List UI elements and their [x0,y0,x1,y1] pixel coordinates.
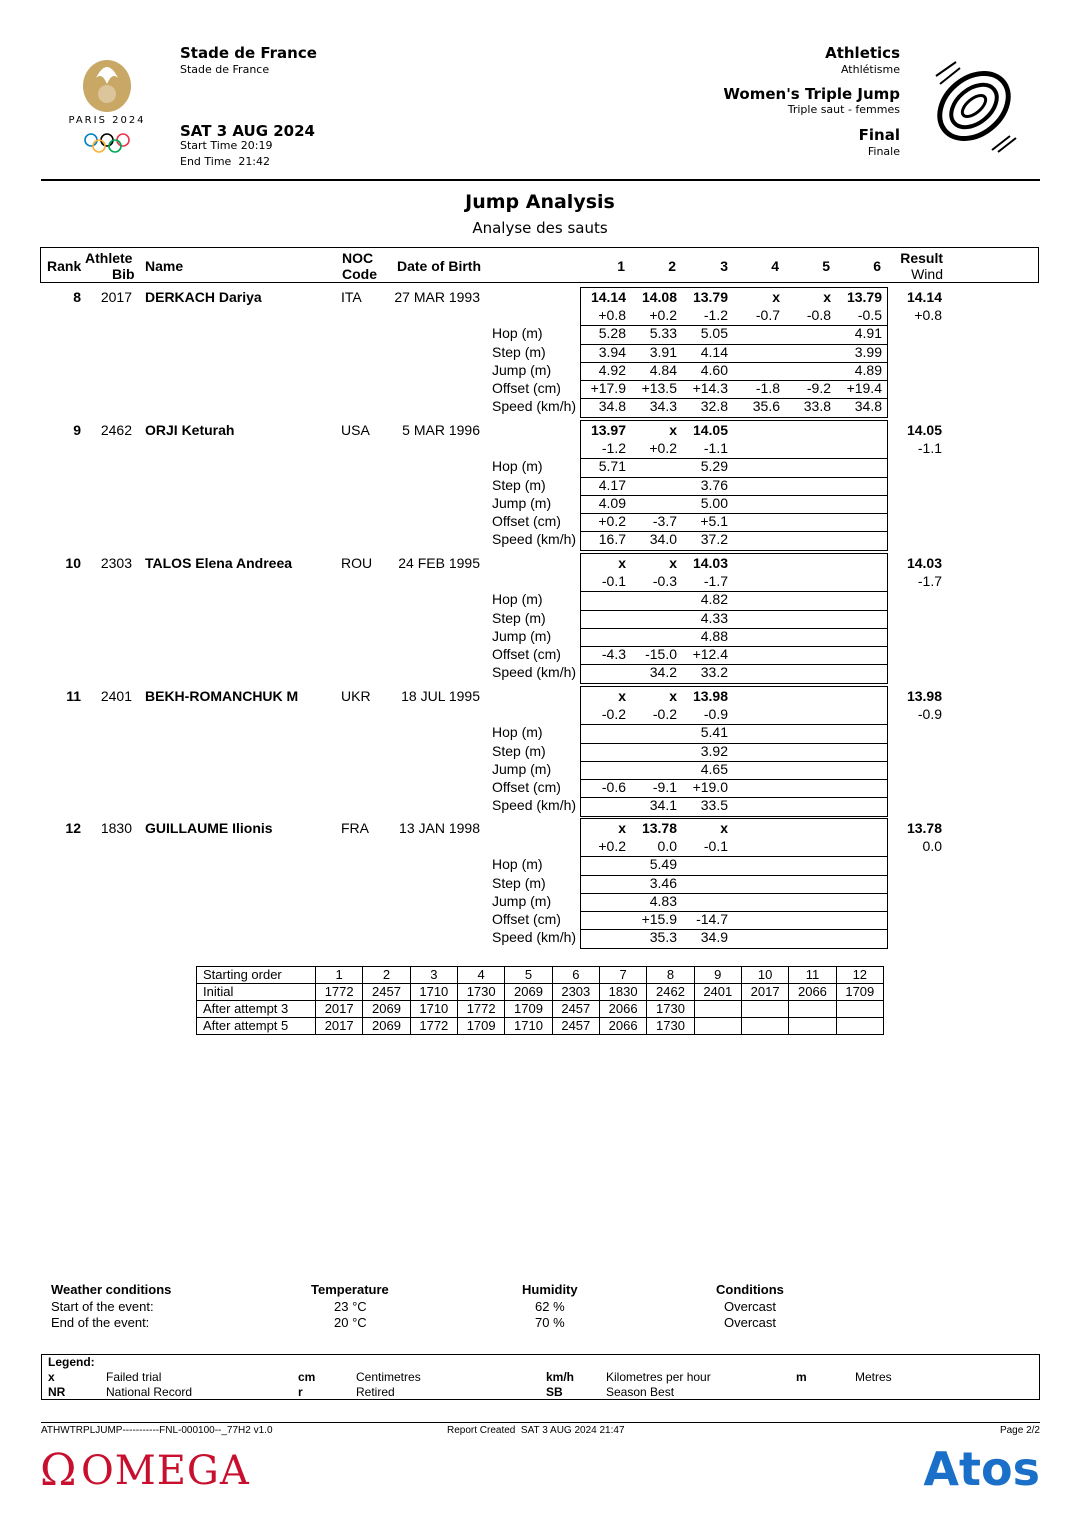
humidity-heading: Humidity [522,1282,578,1297]
athlete-result: 14.14 [906,289,942,305]
report-created: Report Created SAT 3 AUG 2024 21:47 [447,1425,625,1436]
header-rule [41,179,1040,181]
humidity-end: 70 % [535,1315,565,1330]
cell-offset: -14.7 [696,911,728,927]
legend-title: Legend: [48,1355,95,1369]
starting-order-bib: 2069 [363,1001,410,1018]
grid-line [581,495,887,496]
starting-order-bib: 1772 [457,1001,504,1018]
measure-label: Offset (cm) [492,779,561,795]
starting-order-row [197,984,884,1001]
athlete-bib: 2017 [100,289,132,305]
cell-offset: +19.4 [846,380,882,396]
measure-label: Offset (cm) [492,380,561,396]
sport: Athletics [825,44,900,62]
starting-order-bib: 2457 [552,1001,599,1018]
athletics-track-icon [926,58,1022,154]
measure-label: Jump (m) [492,892,552,909]
cell-marks: 13.78 [641,820,677,836]
cell-jump: 4.88 [700,627,728,644]
cell-marks: x [772,289,780,305]
weather-heading: Weather conditions [51,1282,172,1297]
cell-wind: +0.2 [649,440,677,457]
cell-marks: 13.79 [846,289,882,305]
athlete-name: TALOS Elena Andreea [145,555,293,571]
conditions-start: Overcast [724,1299,777,1314]
cell-hop: 4.82 [700,591,728,608]
athlete-dob: 18 JUL 1995 [401,688,480,704]
cell-offset: -4.3 [601,646,626,662]
starting-order-bib [789,1018,836,1035]
cell-wind: -0.5 [857,307,882,324]
athlete-dob: 27 MAR 1993 [394,289,480,305]
measure-label: Speed (km/h) [492,797,577,814]
grid-line [581,628,887,629]
sport-fr: Athlétisme [840,63,900,76]
measure-label: Hop (m) [492,458,543,475]
legend-key: x [48,1370,55,1384]
cell-speed: 33.5 [700,797,728,814]
col-rank: Rank [47,258,82,274]
cell-step: 4.17 [598,476,626,493]
athletics-pictogram [926,58,1022,154]
so-pos: 5 [505,967,552,984]
measure-label: Hop (m) [492,325,543,342]
cell-marks: 14.03 [692,555,728,571]
legend-value: Metres [855,1370,892,1384]
so-pos: 6 [552,967,599,984]
footer-rule [41,1422,1040,1423]
starting-order-row [197,1018,884,1035]
measure-label: Hop (m) [492,856,543,873]
col-result: Result [900,250,943,266]
cell-jump: 4.84 [649,361,677,378]
cell-marks: 14.08 [641,289,677,305]
legend-value: Kilometres per hour [606,1370,711,1384]
cell-hop: 5.28 [598,325,626,342]
col-noc: NOC [342,250,374,266]
starting-order-bib: 2066 [599,1001,646,1018]
athlete-noc: UKR [341,688,371,704]
legend-key: r [298,1385,303,1399]
cell-hop: 5.33 [649,325,677,342]
cell-wind: +0.2 [649,307,677,324]
cell-speed: 33.2 [700,664,728,681]
cell-offset: -3.7 [652,513,677,529]
starting-order-bib [694,1018,741,1035]
athlete-noc: ROU [341,555,373,571]
starting-order-table [196,966,884,1035]
athlete-bib: 2303 [100,555,132,571]
legend-value: Retired [356,1385,395,1399]
cell-marks: x [669,422,677,438]
measure-label: Speed (km/h) [492,929,577,946]
cell-offset: -0.6 [601,779,626,795]
cell-wind: -0.2 [601,706,626,723]
cell-marks: 13.98 [692,688,728,704]
grid-line [581,724,887,725]
cell-marks: 14.14 [590,289,626,305]
cell-marks: 13.97 [590,422,626,438]
measure-label: Jump (m) [492,760,552,777]
col-wind: Wind [911,266,943,282]
cell-wind: -1.2 [703,307,728,324]
athlete-name: GUILLAUME Ilionis [145,820,273,836]
starting-order-bib: 1709 [836,984,883,1001]
starting-order-bib: 1710 [410,1001,457,1018]
cell-offset: +14.3 [692,380,728,396]
cell-offset: -1.8 [755,380,780,396]
report-code: ATHWTRPLJUMP-----------FNL-000100--_77H2 v1.0 [41,1425,273,1436]
cell-marks: x [720,820,728,836]
cell-step: 4.33 [700,609,728,626]
athlete-block [0,688,1080,818]
starting-order-bib: 2017 [316,1001,363,1018]
cell-wind: -1.2 [601,440,626,457]
starting-order-bib: 2069 [505,984,552,1001]
cell-hop: 5.71 [598,458,626,475]
so-pos: 11 [789,967,836,984]
so-pos: 2 [363,967,410,984]
athlete-dob: 5 MAR 1996 [402,422,480,438]
legend-value: Centimetres [356,1370,421,1384]
so-pos: 1 [316,967,363,984]
weather-start-label: Start of the event: [51,1299,154,1314]
starting-order-bib [694,1001,741,1018]
legend-value: Season Best [606,1385,675,1399]
cell-speed: 32.8 [700,398,728,415]
athlete-bib: 2462 [100,422,132,438]
athlete-dob: 24 FEB 1995 [398,555,480,571]
conditions-heading: Conditions [716,1282,784,1297]
cell-hop: 4.91 [854,325,882,342]
athlete-block [0,289,1080,419]
athlete-rank: 11 [66,688,81,704]
cell-speed: 35.6 [752,398,780,415]
cell-step: 3.99 [854,343,882,360]
cell-speed: 34.3 [649,398,677,415]
starting-order-row-label: After attempt 3 [197,1001,316,1018]
measure-label: Speed (km/h) [492,664,577,681]
so-pos: 12 [836,967,883,984]
col-bib: Bib [112,266,135,282]
starting-order-bib: 1710 [505,1018,552,1035]
cell-marks: 14.05 [692,422,728,438]
measure-label: Step (m) [492,476,546,493]
measure-label: Speed (km/h) [492,531,577,548]
phase-fr: Finale [867,145,900,158]
temperature-start: 23 °C [334,1299,367,1314]
legend-value: Failed trial [106,1370,162,1384]
cell-hop: 5.41 [700,724,728,741]
cell-step: 3.94 [598,343,626,360]
cell-wind: -0.3 [652,573,677,590]
grid-line [581,591,887,592]
cell-step: 3.46 [649,874,677,891]
measure-label: Jump (m) [492,627,552,644]
cell-offset: +17.9 [590,380,626,396]
cell-step: 3.76 [700,476,728,493]
athlete-result: 13.98 [906,688,942,704]
cell-speed: 34.9 [700,929,728,946]
legend-key: m [796,1370,807,1384]
so-pos: 7 [599,967,646,984]
cell-offset: -9.1 [652,779,677,795]
col-code: Code [342,266,377,282]
col-dob: Date of Birth [397,258,481,274]
logo-text: PARIS 2024 [68,115,146,126]
legend-key: SB [546,1385,563,1399]
weather-end-label: End of the event: [51,1315,150,1330]
measure-label: Step (m) [492,609,546,626]
cell-jump: 4.83 [649,892,677,909]
cell-offset: -9.2 [806,380,831,396]
grid-line [581,477,887,478]
col-name: Name [145,258,184,274]
cell-step: 3.92 [700,742,728,759]
athlete-result-wind: +0.8 [914,307,942,324]
cell-marks: x [669,555,677,571]
starting-order-bib: 1830 [599,984,646,1001]
cell-speed: 34.2 [649,664,677,681]
cell-jump: 4.09 [598,494,626,511]
starting-order-bib: 1772 [316,984,363,1001]
cell-wind: -0.9 [703,706,728,723]
so-pos: 9 [694,967,741,984]
starting-order-bib: 1730 [647,1001,694,1018]
event-name: Women's Triple Jump [723,85,900,103]
starting-order-bib [741,1001,788,1018]
cell-jump: 5.00 [700,494,728,511]
page-title: Jump Analysis [465,191,615,213]
col-attempt-5: 5 [822,258,830,274]
cell-speed: 34.1 [649,797,677,814]
so-pos: 8 [647,967,694,984]
cell-offset: +15.9 [641,911,677,927]
starting-order-row [197,1001,884,1018]
cell-speed: 34.8 [598,398,626,415]
starting-order-bib [836,1018,883,1035]
page-number: Page 2/2 [999,1425,1040,1436]
cell-jump: 4.65 [700,760,728,777]
omega-wordmark: OMEGA [80,1448,250,1494]
so-pos: 10 [741,967,788,984]
atos-logo: Atos [923,1442,1040,1496]
starting-order-bib: 2303 [552,984,599,1001]
grid-line [581,458,887,459]
grid-line [581,610,887,611]
page-subtitle: Analyse des sauts [472,219,608,237]
event-name-fr: Triple saut - femmes [787,103,900,116]
starting-order-bib [789,1001,836,1018]
so-pos: 4 [457,967,504,984]
cell-offset: +13.5 [641,380,677,396]
cell-wind: -0.2 [652,706,677,723]
cell-jump: 4.89 [854,361,882,378]
col-athlete: Athlete [85,250,133,266]
athlete-rank: 10 [65,555,81,571]
cell-wind: +0.8 [598,307,626,324]
measure-label: Step (m) [492,343,546,360]
athlete-bib: 2401 [100,688,132,704]
conditions-end: Overcast [724,1315,777,1330]
cell-wind: 0.0 [657,838,677,855]
athlete-result-wind: -0.9 [917,706,942,723]
cell-jump: 4.60 [700,361,728,378]
starting-order-bib: 1709 [505,1001,552,1018]
end-time: End Time 21:42 [180,155,271,168]
measure-label: Hop (m) [492,591,543,608]
athlete-bib: 1830 [100,820,132,836]
measure-label: Offset (cm) [492,513,561,529]
athlete-dob: 13 JAN 1998 [399,820,480,836]
starting-order-bib: 1709 [457,1018,504,1035]
cell-offset: +19.0 [692,779,728,795]
col-attempt-1: 1 [617,258,625,274]
athlete-noc: ITA [341,289,362,305]
temperature-end: 20 °C [334,1315,367,1330]
cell-marks: 13.79 [692,289,728,305]
cell-hop: 5.05 [700,325,728,342]
measure-label: Jump (m) [492,494,552,511]
starting-order-bib: 2457 [363,984,410,1001]
cell-marks: x [823,289,831,305]
cell-offset: -15.0 [645,646,677,662]
athlete-block [0,422,1080,552]
col-attempt-6: 6 [873,258,881,274]
cell-wind: -1.1 [703,440,728,457]
legend-box [41,1354,1040,1400]
cell-offset: +5.1 [700,513,728,529]
starting-order-bib: 2069 [363,1018,410,1035]
athlete-block [0,555,1080,685]
athlete-noc: USA [341,422,370,438]
starting-order-bib [836,1001,883,1018]
athlete-result-wind: -1.1 [917,440,942,457]
start-time: Start Time 20:19 [180,139,273,152]
so-pos: 3 [410,967,457,984]
paris-2024-logo [52,44,162,164]
legend-key: cm [298,1370,316,1384]
measure-label: Speed (km/h) [492,398,577,415]
omega-symbol-icon: Ω [40,1445,77,1496]
cell-speed: 35.3 [649,929,677,946]
cell-marks: x [618,688,626,704]
athlete-block [0,820,1080,950]
athlete-result: 13.78 [906,820,942,836]
athlete-name: DERKACH Dariya [145,289,262,305]
measure-label: Offset (cm) [492,646,561,662]
phase: Final [858,126,900,144]
cell-jump: 4.92 [598,361,626,378]
starting-order-bib: 2017 [741,984,788,1001]
venue-fr: Stade de France [180,63,270,76]
omega-logo [40,1445,250,1496]
col-attempt-2: 2 [668,258,676,274]
cell-speed: 37.2 [700,531,728,548]
starting-order-label: Starting order [197,967,316,984]
cell-wind: -0.1 [601,573,626,590]
cell-wind: -1.7 [703,573,728,590]
cell-marks: x [618,820,626,836]
athlete-rank: 12 [65,820,81,836]
venue: Stade de France [180,44,317,62]
cell-marks: x [669,688,677,704]
athlete-result-wind: -1.7 [917,573,942,590]
col-attempt-3: 3 [720,258,728,274]
cell-step: 4.14 [700,343,728,360]
athlete-name: BEKH-ROMANCHUK M [145,688,299,704]
starting-order-bib: 1710 [410,984,457,1001]
starting-order-bib: 2017 [316,1018,363,1035]
athlete-result-wind: 0.0 [922,838,942,855]
starting-order-header [197,967,884,984]
starting-order-bib: 1730 [647,1018,694,1035]
cell-offset: +0.2 [598,513,626,529]
cell-wind: -0.1 [703,838,728,855]
legend-key: km/h [546,1370,575,1384]
olympic-logo-icon [52,44,162,164]
athlete-result: 14.05 [906,422,942,438]
cell-hop: 5.29 [700,458,728,475]
athlete-noc: FRA [341,820,369,836]
cell-offset: +12.4 [692,646,728,662]
starting-order-bib: 2066 [789,984,836,1001]
cell-speed: 34.0 [649,531,677,548]
starting-order-bib: 2462 [647,984,694,1001]
starting-order-bib: 1772 [410,1018,457,1035]
grid-line [581,743,887,744]
results-table-header [40,247,1039,283]
measure-label: Offset (cm) [492,911,561,927]
cell-wind: -0.7 [755,307,780,324]
cell-speed: 16.7 [598,531,626,548]
humidity-start: 62 % [535,1299,565,1314]
starting-order-bib: 1730 [457,984,504,1001]
event-date: SAT 3 AUG 2024 [180,122,315,140]
cell-hop: 5.49 [649,856,677,873]
legend-key: NR [48,1385,66,1399]
cell-marks: x [618,555,626,571]
cell-speed: 33.8 [803,398,831,415]
starting-order-bib [741,1018,788,1035]
athlete-rank: 9 [73,422,81,438]
temperature-heading: Temperature [311,1282,389,1297]
cell-step: 3.91 [649,343,677,360]
starting-order-bib: 2066 [599,1018,646,1035]
legend-value: National Record [106,1385,193,1399]
measure-label: Hop (m) [492,724,543,741]
athlete-name: ORJI Keturah [145,422,235,438]
starting-order-row-label: After attempt 5 [197,1018,316,1035]
measure-label: Step (m) [492,874,546,891]
measure-label: Step (m) [492,742,546,759]
starting-order-row-label: Initial [197,984,316,1001]
athlete-rank: 8 [73,289,81,305]
starting-order-bib: 2457 [552,1018,599,1035]
measure-label: Jump (m) [492,361,552,378]
cell-speed: 34.8 [854,398,882,415]
col-attempt-4: 4 [771,258,779,274]
cell-wind: -0.8 [806,307,831,324]
cell-wind: +0.2 [598,838,626,855]
grid-line [581,761,887,762]
athlete-result: 14.03 [906,555,942,571]
starting-order-bib: 2401 [694,984,741,1001]
